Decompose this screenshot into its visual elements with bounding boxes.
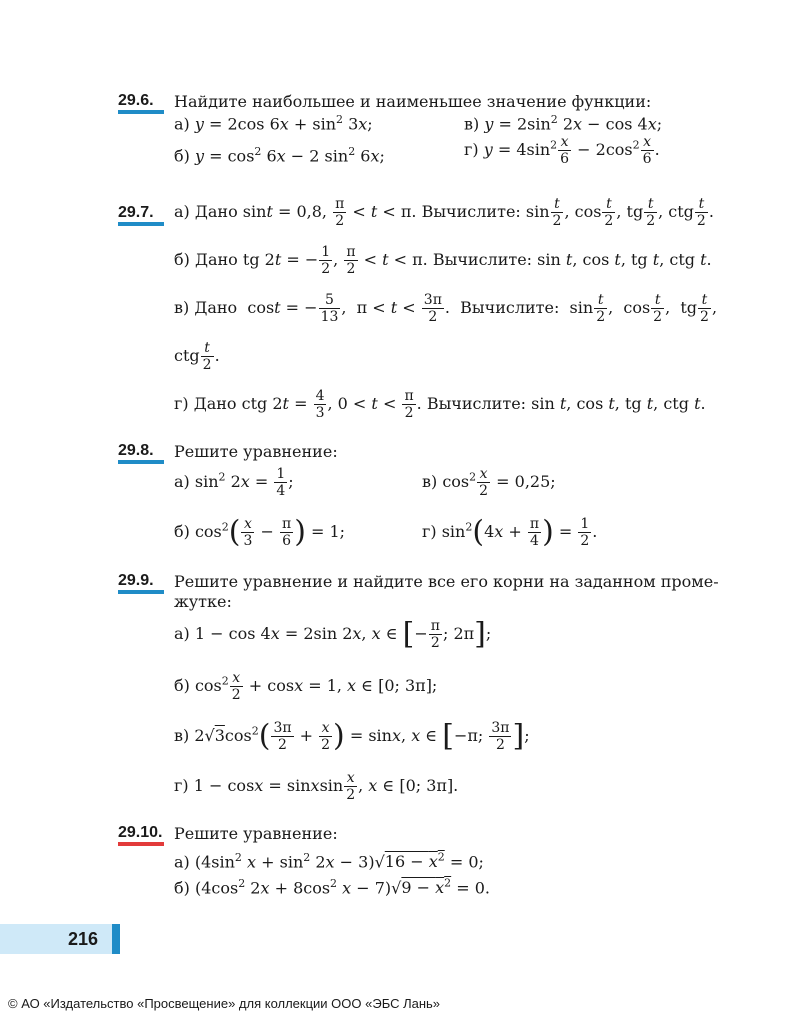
problem-header: Решите уравнение: xyxy=(174,442,338,461)
equation-29-8-a: а) $\sin^2 2x$ = $\frac{1}{4}$ ; xyxy=(174,466,294,499)
equation-29-9-a: а) 1 − cos 4x = 2sin 2x, x ∈ [− $\frac{\pi}{2}$ ; 2π]; xyxy=(174,616,492,652)
copyright-footer: © АО «Издательство «Просвещение» для коллекции ООО «ЭБС Лань» xyxy=(8,996,441,1011)
equation-29-7-v: в) Дано cost = − $\frac{5}{13}$ , π < t < $\frac{3\pi}{2}$ . Вычислите: sin $\frac{t}{2}$ , cos $\frac{t}{2}$ , tg $\frac{t}{2}$ , xyxy=(174,292,718,325)
equation-29-8-b: б) $\cos^2$( $\frac{x}{3}$ − $\frac{\pi}{6}$ ) = 1; xyxy=(174,514,346,550)
equation-29-7-a: а) Дано sint = 0,8, $\frac{\pi}{2}$ < t < π. Вычислите: sin $\frac{t}{2}$ , cos $\frac{t}{2}$ , tg $\frac{t}{2}$ , ctg $\frac{t}{2}$ . xyxy=(174,196,714,229)
equation-29-7-b: б) Дано tg 2t = − $\frac{1}{2}$ , $\frac{\pi}{2}$ < t < π. Вычислите: sin t, cos t, tg t, ctg t. xyxy=(174,244,712,277)
problem-number-29-10: 29.10. xyxy=(118,824,163,841)
equation-29-10-a: а) ($4\sin^2$ $x + \sin^2 2x - 3)√16 - x^2 = 0$; xyxy=(174,851,484,872)
equation-29-6-a: а) y = 2cos $6x + \sin^2 3x$; xyxy=(174,113,373,134)
equation-29-9-v: в) $2√3\cos^2$( $\frac{3\pi}{2}$ + $\frac{x}{2}$ ) = sinx, x ∈ [−π; $\frac{3\pi}{2}$ ]; xyxy=(174,718,530,754)
problem-header: Решите уравнение: xyxy=(174,824,338,843)
equation-29-9-b: б) $\cos^2$ $\frac{x}{2}$ + cosx = 1, x ∈ [0; 3π]; xyxy=(174,670,438,703)
equation-29-6-b: б) $y = \cos^2 6x - 2$ $\sin^2 6x$; xyxy=(174,145,385,166)
problem-underline xyxy=(118,110,164,114)
equation-29-6-g: г) $y = 4\sin^2$ $\frac{x}{6}$ − $2\cos^2$ $\frac{x}{6}$ . xyxy=(464,134,660,167)
problem-number-29-7: 29.7. xyxy=(118,204,154,221)
equation-29-7-v-cont: ctg $\frac{t}{2}$ . xyxy=(174,340,220,373)
problem-header: Решите уравнение и найдите все его корни на заданном проме- xyxy=(174,572,719,591)
page-number: 216 xyxy=(68,929,99,949)
problem-number-29-6: 29.6. xyxy=(118,92,154,109)
problem-number-29-9: 29.9. xyxy=(118,572,154,589)
problem-underline xyxy=(118,842,164,846)
equation-29-9-g: г) 1 − cosx = sinxsin $\frac{x}{2}$ , x ∈ [0; 3π]. xyxy=(174,770,459,803)
equation-29-7-g: г) Дано ctg 2t = $\frac{4}{3}$ , 0 < t < $\frac{\pi}{2}$ . Вычислите: sin t, cos t, tg t, ctg t. xyxy=(174,388,706,421)
problem-header-cont: жутке: xyxy=(174,592,232,611)
problem-underline xyxy=(118,222,164,226)
problem-underline xyxy=(118,590,164,594)
problem-underline xyxy=(118,460,164,464)
equation-29-10-b: б) ($4\cos^2$ $2x + 8\cos^2$ $x - 7)√9 - x^2 = 0$. xyxy=(174,877,491,898)
problem-number-29-8: 29.8. xyxy=(118,442,154,459)
equation-29-8-v: в) $\cos^2$ $\frac{x}{2}$ = 0,25; xyxy=(422,466,556,499)
problem-header: Найдите наибольшее и наименьшее значение функции: xyxy=(174,92,652,111)
page-number-bar xyxy=(0,924,120,954)
equation-29-8-g: г) $\sin^2(4x$ + $\frac{\pi}{4}$ ) = $\frac{1}{2}$ . xyxy=(422,514,598,550)
page-number-tab xyxy=(112,924,120,954)
equation-29-6-v: в) $y = 2\sin^2$ 2x − cos 4x; xyxy=(464,113,663,134)
